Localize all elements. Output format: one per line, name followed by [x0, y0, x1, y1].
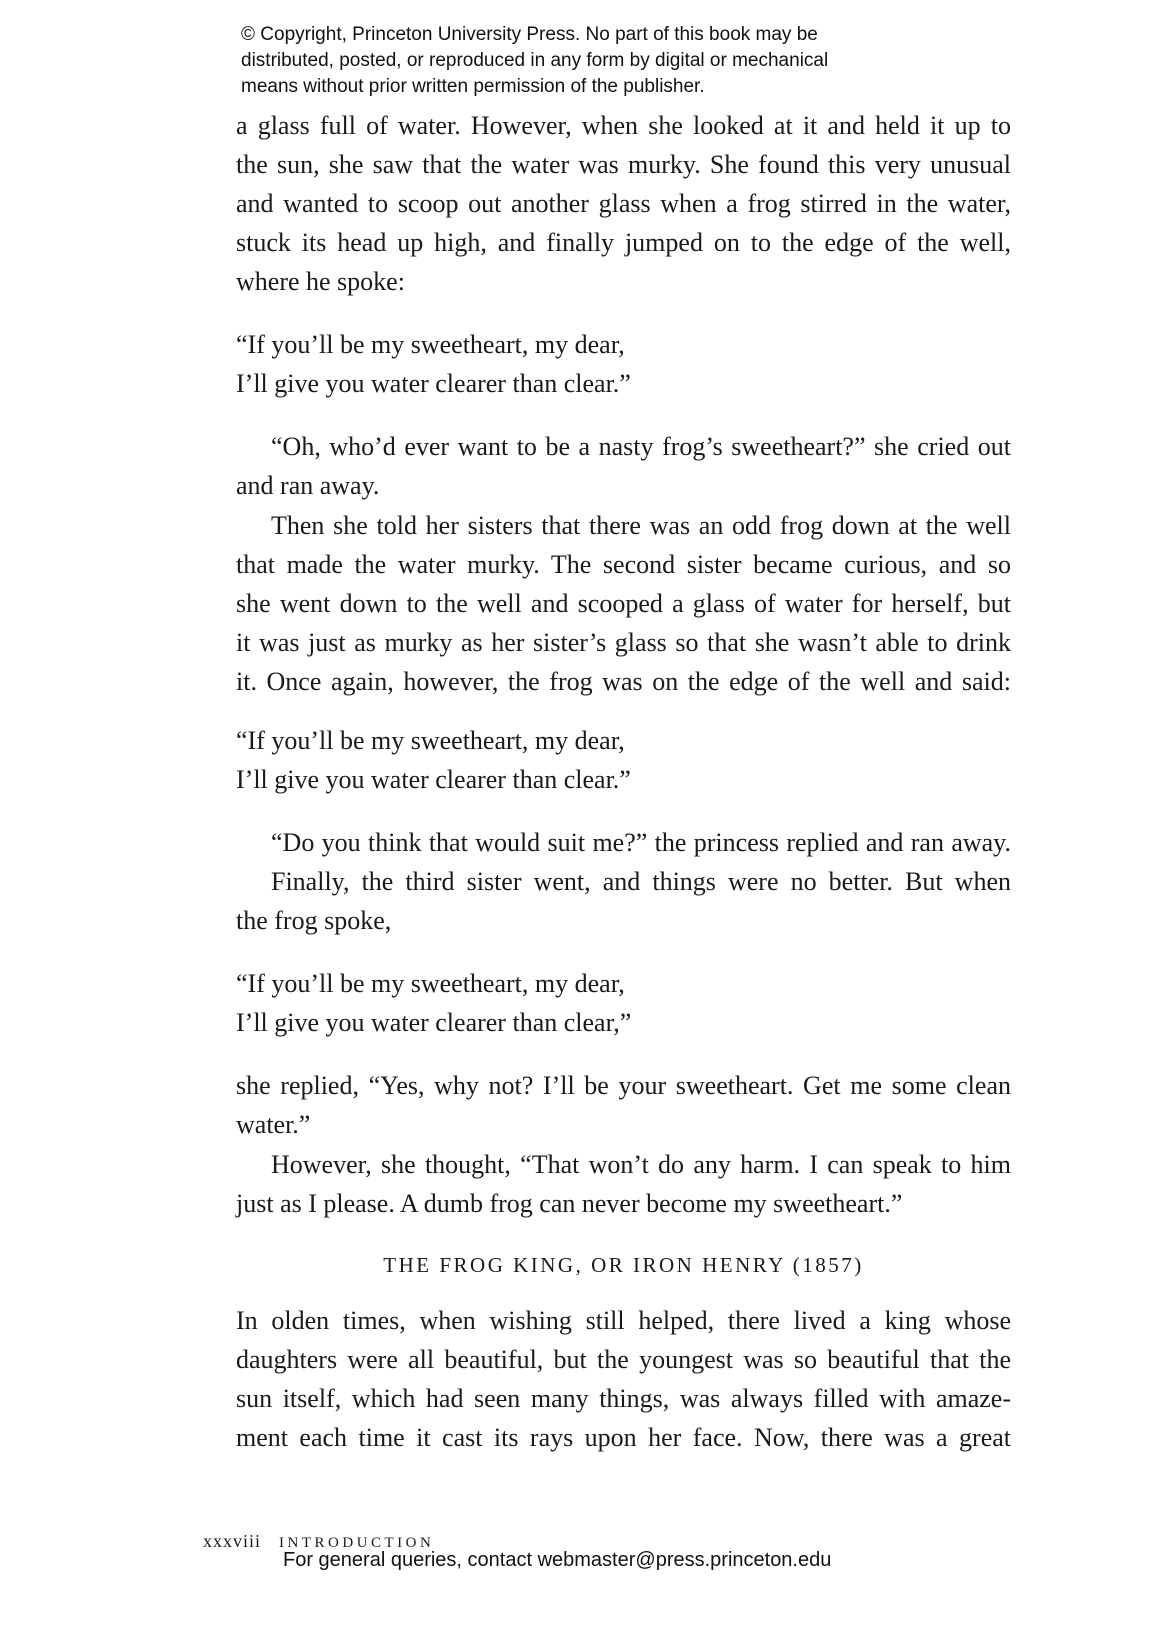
- copyright-notice: [241, 22, 1001, 100]
- paragraph-1: [236, 106, 1011, 301]
- paragraph-6: [236, 1066, 1011, 1144]
- text-line: and wanted to scoop out another glass when a frog stirred in the water,: [236, 189, 1011, 218]
- text-line: Then she told her sisters that there was an odd frog down at the well: [271, 511, 1011, 540]
- notice-line: distributed, posted, or reproduced in any form by digital or mechanical: [241, 50, 829, 71]
- text-line: daughters were all beautiful, but the youngest was so beautiful that the: [236, 1345, 1011, 1374]
- text-line: the sun, she saw that the water was murky. She found this very unusual: [236, 150, 1011, 179]
- contact-notice: For general queries, contact webmaster@press.princeton.edu: [283, 1549, 832, 1571]
- text-line: and ran away.: [236, 471, 380, 500]
- paragraph-8: [236, 1301, 1011, 1457]
- text-line: sun itself, which had seen many things, was always filled with amaze-: [236, 1384, 1011, 1413]
- verse-line: “If you’ll be my sweetheart, my dear,: [236, 969, 625, 998]
- paragraph-3: [236, 506, 1011, 701]
- verse-line: I’ll give you water clearer than clear,”: [236, 1008, 632, 1037]
- verse-line: I’ll give you water clearer than clear.”: [236, 369, 631, 398]
- verse-2: [236, 721, 1011, 799]
- verse-line: “If you’ll be my sweetheart, my dear,: [236, 726, 625, 755]
- paragraph-5: [236, 862, 1011, 940]
- text-line: water.”: [236, 1110, 311, 1139]
- paragraph-2: [236, 427, 1011, 505]
- text-line: ment each time it cast its rays upon her face. Now, there was a great: [236, 1423, 1011, 1452]
- verse-line: “If you’ll be my sweetheart, my dear,: [236, 330, 625, 359]
- paragraph-7: [236, 1145, 1011, 1223]
- notice-line: © Copyright, Princeton University Press. No part of this book may be: [241, 24, 818, 45]
- text-line: she replied, “Yes, why not? I’ll be your sweetheart. Get me some clean: [236, 1071, 1011, 1100]
- text-line: In olden times, when wishing still helped, there lived a king whose: [236, 1306, 1011, 1335]
- text-line: just as I please. A dumb frog can never become my sweetheart.”: [236, 1189, 903, 1218]
- text-line: it was just as murky as her sister’s glass so that she wasn’t able to drink: [236, 628, 1011, 657]
- text-line: However, she thought, “That won’t do any harm. I can speak to him: [271, 1150, 1011, 1179]
- notice-line: means without prior written permission of the publisher.: [241, 76, 705, 97]
- text-line: “Oh, who’d ever want to be a nasty frog’s sweetheart?” she cried out: [271, 432, 1011, 461]
- paragraph-4: [236, 823, 1011, 862]
- verse-line: I’ll give you water clearer than clear.”: [236, 765, 631, 794]
- text-line: a glass full of water. However, when she looked at it and held it up to: [236, 111, 1011, 140]
- page-number: xxxviii: [203, 1531, 262, 1551]
- verse-1: [236, 325, 1011, 403]
- text-line: the frog spoke,: [236, 906, 392, 935]
- text-line: “Do you think that would suit me?” the princess replied and ran away.: [271, 828, 1011, 857]
- text-line: that made the water murky. The second sister became curious, and so: [236, 550, 1011, 579]
- text-line: it. Once again, however, the frog was on the edge of the well and said:: [236, 667, 1011, 696]
- text-line: where he spoke:: [236, 267, 405, 296]
- verse-3: [236, 964, 1011, 1042]
- text-line: she went down to the well and scooped a glass of water for herself, but: [236, 589, 1011, 618]
- section-label: INTRODUCTION: [279, 1535, 435, 1551]
- text-line: stuck its head up high, and finally jumped on to the edge of the well,: [236, 228, 1011, 257]
- section-heading: THE FROG KING, OR IRON HENRY (1857): [383, 1253, 864, 1277]
- text-line: Finally, the third sister went, and things were no better. But when: [271, 867, 1011, 896]
